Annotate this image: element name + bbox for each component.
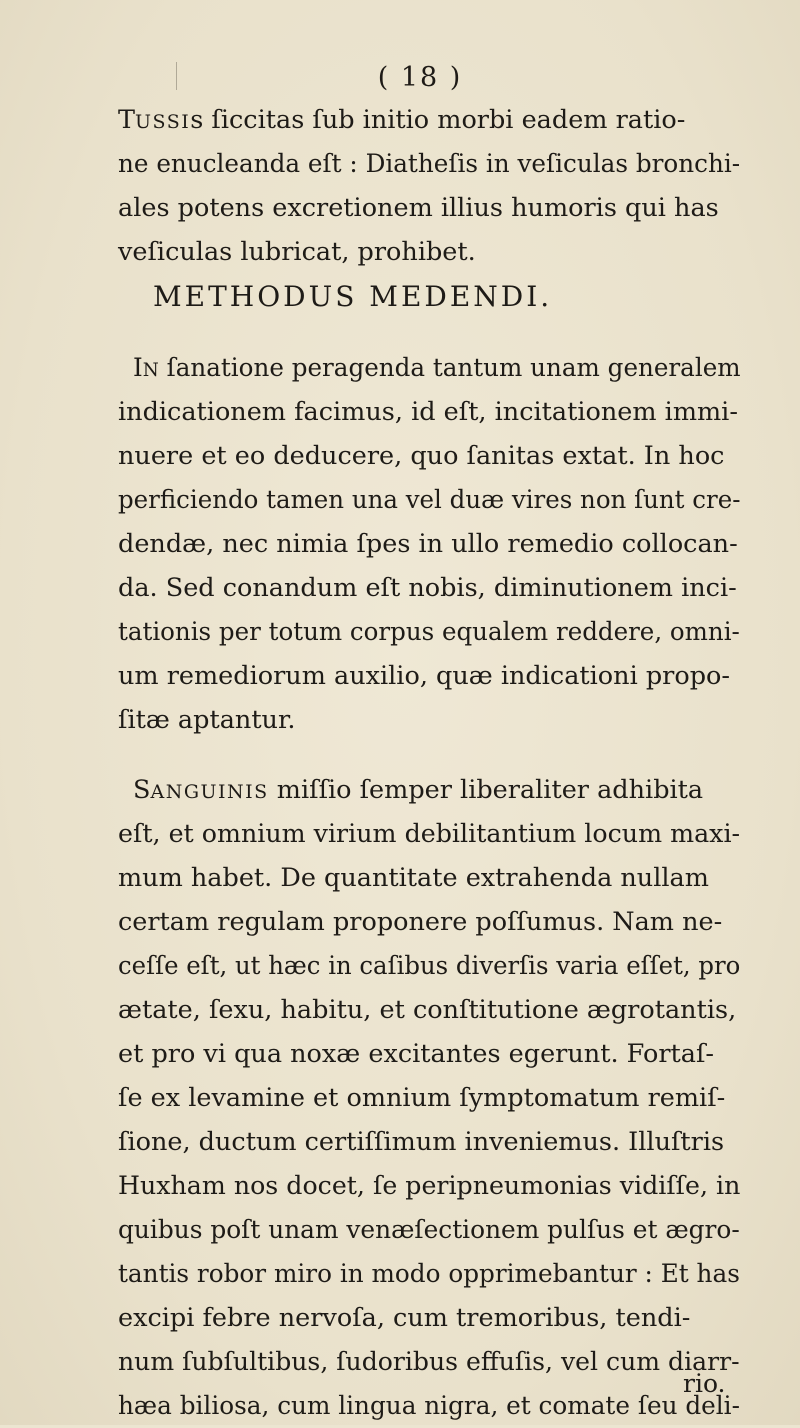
catchword: rio. xyxy=(683,1369,726,1398)
text-line: hæa biliosa, cum lingua nigra, et comate ſeu deli- xyxy=(118,1391,740,1421)
text-line: ne enucleanda eſt : Diatheſis in veſiculas bronchi- xyxy=(118,149,741,179)
text-line: nuere et eo deducere, quo ſanitas extat. In hoc xyxy=(118,441,725,471)
text-line: dendæ, nec nimia ſpes in ullo remedio collocan- xyxy=(118,529,738,559)
text-line: num ſubſultibus, ſudoribus effuſis, vel cum diarr- xyxy=(118,1347,740,1377)
text-line: um remediorum auxilio, quæ indicationi propo- xyxy=(118,661,730,691)
text-line: mum habet. De quantitate extrahenda nullam xyxy=(118,863,709,893)
text-line: ſione, ductum certiſſimum inveniemus. Illuſtris xyxy=(118,1127,725,1157)
text-line: IN ſanatione peragenda tantum unam generalem xyxy=(133,353,741,383)
text-line: da. Sed conandum eſt nobis, diminutionem inci- xyxy=(118,573,737,603)
text-line: Huxham nos docet, ſe peripneumonias vidiſſe, in xyxy=(118,1171,741,1201)
text-line: perficiendo tamen una vel duæ vires non ſunt cre- xyxy=(118,485,741,515)
text-line: certam regulam proponere poſſumus. Nam ne- xyxy=(118,907,723,937)
text-line: excipi febre nervoſa, cum tremoribus, tendi- xyxy=(118,1303,691,1333)
text-line: ceſſe eſt, ut hæc in caſibus diverſis varia eſſet, pro xyxy=(118,951,741,981)
text-line: TUSSIs ſiccitas ſub initio morbi eadem ratio- xyxy=(118,105,686,135)
text-line: ſitæ aptantur. xyxy=(118,705,296,735)
text-line: ales potens excretionem illius humoris qui has xyxy=(118,193,719,223)
text-line: quibus poſt unam venæſectionem pulſus et ægro- xyxy=(118,1215,740,1245)
text-line: SANGUINIS miſſio ſemper liberaliter adhibita xyxy=(133,775,704,805)
text-line: tantis robor miro in modo opprimebantur : Et has xyxy=(118,1259,740,1289)
page-number: ( 18 ) xyxy=(377,62,463,93)
text-line: ætate, ſexu, habitu, et conſtitutione ægrotantis, xyxy=(118,995,737,1025)
text-line: ſe ex levamine et omnium ſymptomatum remiſ- xyxy=(118,1083,726,1113)
text-line: indicationem facimus, id eſt, incitationem immi- xyxy=(118,397,738,427)
section-heading: METHODUS MEDENDI. xyxy=(153,280,553,313)
text-line: eſt, et omnium virium debilitantium locum maxi- xyxy=(118,819,741,849)
text-line: veſiculas lubricat, prohibet. xyxy=(118,237,476,267)
text-line: tationis per totum corpus equalem reddere, omni- xyxy=(118,617,740,647)
text-line: et pro vi qua noxæ excitantes egerunt. Fortaſ- xyxy=(118,1039,715,1069)
